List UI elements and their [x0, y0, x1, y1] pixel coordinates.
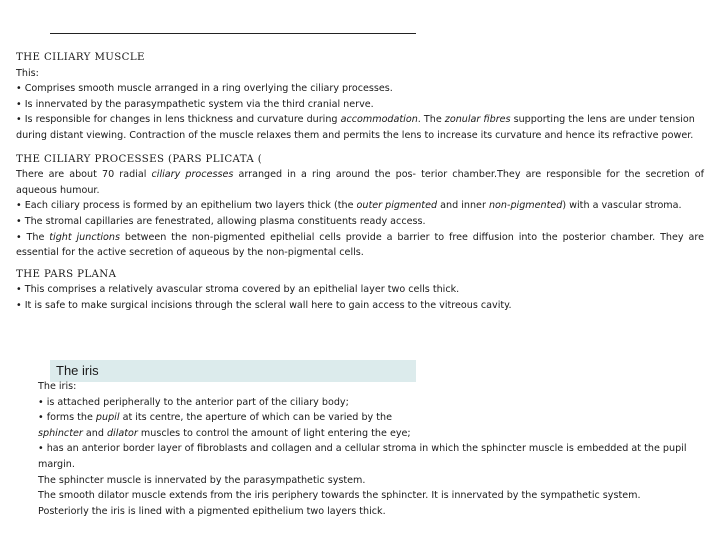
iris-body	[38, 379, 704, 519]
text-span: at its centre, the aperture of which can be varied by the	[119, 412, 393, 424]
iris-bullet-2	[38, 410, 704, 426]
term-accommodation: accommodation	[340, 114, 418, 126]
iris-intro: The iris:	[38, 381, 77, 392]
iris-bullet-2-continued	[38, 426, 704, 442]
ciliary-muscle-heading: THE CILIARY MUSCLE	[16, 52, 145, 63]
iris-bullet-1: • is attached peripherally to the anterior part of the ciliary body;	[38, 396, 349, 408]
text-span: between the non-pigmented epithelial cells provide a barrier to free diffusion into the posterior chamber. They are essential for the active secretion of aqueous by the non-pigmental cells.	[16, 231, 704, 259]
iris-paragraph-1: The sphincter muscle is innervated by the parasympathetic system.	[38, 474, 366, 486]
text-span: and inner	[437, 200, 489, 212]
ciliary-processes-bullet-1	[16, 198, 704, 214]
ciliary-muscle-intro: This:	[16, 67, 39, 79]
text-span: • Is responsible for changes in lens thickness and curvature during	[16, 114, 341, 126]
iris-paragraph-2: The smooth dilator muscle extends from the iris periphery towards the sphincter. It is innervated by the sympathetic system.	[38, 490, 641, 502]
document-body	[16, 50, 704, 314]
term-sphincter: sphincter	[38, 427, 83, 439]
term-zonular-fibres: zonular fibres	[444, 114, 511, 126]
ciliary-processes-bullet-2: • The stromal capillaries are fenestrated, allowing plasma constituents ready access.	[16, 215, 426, 227]
ciliary-muscle-bullet-2: • Is innervated by the parasympathetic system via the third cranial nerve.	[16, 98, 374, 110]
text-span: . The	[417, 114, 445, 126]
text-span: • The	[16, 231, 50, 243]
ciliary-processes-bullet-3	[16, 230, 704, 261]
term-non-pigmented: non-pigmented	[488, 200, 563, 212]
term-pupil: pupil	[95, 412, 120, 424]
term-dilator: dilator	[106, 427, 138, 439]
iris-title: The iris	[56, 363, 99, 378]
text-span: • forms the	[38, 412, 96, 424]
iris-paragraph-3: Posteriorly the iris is lined with a pigmented epithelium two layers thick.	[38, 505, 386, 517]
text-span: supporting the lens are under tension during distant viewing. Contraction of the muscle relaxes them and permits the lens to increase its curvature and hence its refractive power.	[16, 114, 695, 141]
section-gap	[16, 144, 704, 152]
text-span: ) with a vascular stroma.	[562, 200, 682, 212]
iris-bullet-3: • has an anterior border layer of fibroblasts and collagen and a cellular stroma in which the sphincter muscle is embedded at the pupil margin.	[38, 443, 687, 470]
pars-plana-bullet-2: • It is safe to make surgical incisions through the scleral wall here to gain access to the vitreous cavity.	[16, 299, 512, 311]
term-tight-junctions: tight junctions	[49, 231, 120, 243]
text-span: There are about 70 radial	[16, 169, 152, 181]
term-outer-pigmented: outer pigmented	[356, 200, 438, 212]
ciliary-processes-paragraph	[16, 167, 704, 198]
ciliary-muscle-bullet-1: • Comprises smooth muscle arranged in a ring overlying the ciliary processes.	[16, 83, 393, 95]
text-span: arranged in a ring around the pos- terior chamber.They are responsible for the secretion of aqueous humour.	[16, 169, 704, 196]
top-divider	[50, 33, 416, 34]
ciliary-muscle-bullet-3	[16, 112, 704, 143]
term-ciliary-processes: ciliary processes	[151, 169, 234, 181]
ciliary-processes-heading: THE CILIARY PROCESSES (PARS PLICATA (	[16, 153, 263, 165]
pars-plana-bullet-1: • This comprises a relatively avascular stroma covered by an epithelial layer two cells thick.	[16, 284, 460, 296]
text-span: and	[82, 427, 107, 439]
pars-plana-heading: THE PARS PLANA	[16, 268, 117, 280]
text-span: muscles to control the amount of light entering the eye;	[137, 427, 411, 439]
text-span: • Each ciliary process is formed by an epithelium two layers thick (the	[16, 200, 357, 212]
